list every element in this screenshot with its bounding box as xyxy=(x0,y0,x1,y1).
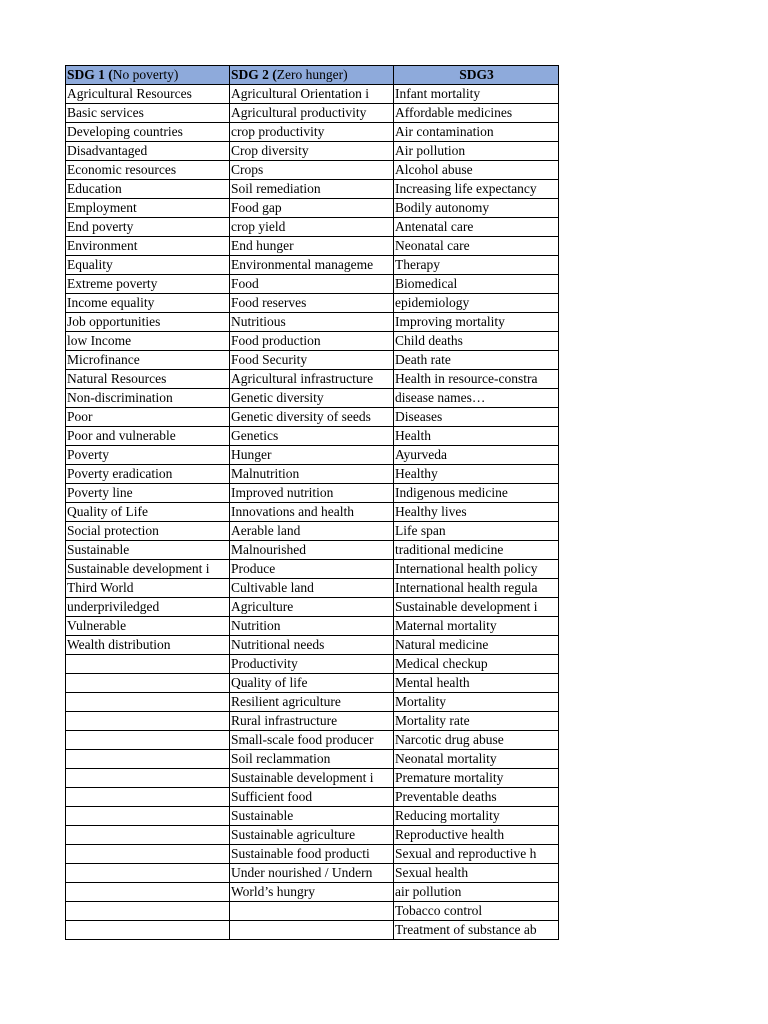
sdg1-cell: Wealth distribution xyxy=(66,636,230,655)
sdg3-cell: Biomedical xyxy=(394,275,559,294)
sdg3-cell: Tobacco control xyxy=(394,902,559,921)
table-row xyxy=(66,769,559,788)
sdg3-cell: Neonatal care xyxy=(394,237,559,256)
sdg2-cell: Improved nutrition xyxy=(230,484,394,503)
table-row xyxy=(66,123,559,142)
table-row xyxy=(66,712,559,731)
sdg3-cell: Alcohol abuse xyxy=(394,161,559,180)
sdg3-cell: Preventable deaths xyxy=(394,788,559,807)
table-row xyxy=(66,902,559,921)
sdg1-cell xyxy=(66,921,230,940)
table-row xyxy=(66,883,559,902)
sdg3-cell: Neonatal mortality xyxy=(394,750,559,769)
sdg2-cell: Small-scale food producer xyxy=(230,731,394,750)
sdg2-cell: Malnutrition xyxy=(230,465,394,484)
sdg2-cell: Malnourished xyxy=(230,541,394,560)
sdg2-cell: Sustainable development i xyxy=(230,769,394,788)
sdg1-cell: End poverty xyxy=(66,218,230,237)
sdg2-cell: Genetic diversity of seeds xyxy=(230,408,394,427)
sdg3-cell: Health xyxy=(394,427,559,446)
sdg1-cell: Quality of Life xyxy=(66,503,230,522)
sdg1-cell xyxy=(66,655,230,674)
table-row xyxy=(66,522,559,541)
sdg1-cell xyxy=(66,731,230,750)
sdg2-cell: Agricultural productivity xyxy=(230,104,394,123)
sdg2-cell: Nutritious xyxy=(230,313,394,332)
header-sdg3: SDG3 xyxy=(394,66,559,85)
table-row xyxy=(66,275,559,294)
sdg2-cell: Aerable land xyxy=(230,522,394,541)
sdg2-cell: Productivity xyxy=(230,655,394,674)
sdg1-cell xyxy=(66,788,230,807)
sdg3-cell: Reproductive health xyxy=(394,826,559,845)
sdg3-cell: Maternal mortality xyxy=(394,617,559,636)
table-row xyxy=(66,389,559,408)
table-row xyxy=(66,161,559,180)
sdg3-cell: Affordable medicines xyxy=(394,104,559,123)
sdg3-cell: International health regula xyxy=(394,579,559,598)
sdg2-cell: Sustainable agriculture xyxy=(230,826,394,845)
sdg1-cell: Vulnerable xyxy=(66,617,230,636)
table-row xyxy=(66,104,559,123)
sdg2-cell: Under nourished / Undern xyxy=(230,864,394,883)
sdg1-cell: Developing countries xyxy=(66,123,230,142)
sdg1-cell: Extreme poverty xyxy=(66,275,230,294)
sdg3-cell: Ayurveda xyxy=(394,446,559,465)
table-row xyxy=(66,541,559,560)
table-row xyxy=(66,237,559,256)
sdg3-cell: Sexual and reproductive h xyxy=(394,845,559,864)
table-row xyxy=(66,636,559,655)
table-row xyxy=(66,807,559,826)
sdg1-cell xyxy=(66,712,230,731)
sdg1-cell: Third World xyxy=(66,579,230,598)
sdg3-cell: air pollution xyxy=(394,883,559,902)
sdg2-cell: Resilient agriculture xyxy=(230,693,394,712)
sdg1-cell: Employment xyxy=(66,199,230,218)
sdg2-cell xyxy=(230,921,394,940)
sdg2-cell: Cultivable land xyxy=(230,579,394,598)
sdg3-cell: Mortality rate xyxy=(394,712,559,731)
table-row xyxy=(66,750,559,769)
sdg3-cell: Premature mortality xyxy=(394,769,559,788)
sdg3-cell: Infant mortality xyxy=(394,85,559,104)
header-sdg1: SDG 1 (No poverty) xyxy=(66,66,230,85)
sdg2-cell: Environmental manageme xyxy=(230,256,394,275)
sdg2-cell: Food xyxy=(230,275,394,294)
table-row xyxy=(66,788,559,807)
table-row xyxy=(66,864,559,883)
sdg1-cell: Poor and vulnerable xyxy=(66,427,230,446)
sdg3-cell: Treatment of substance ab xyxy=(394,921,559,940)
sdg3-cell: Medical checkup xyxy=(394,655,559,674)
sdg-keyword-table xyxy=(65,65,559,940)
sdg3-cell: Healthy xyxy=(394,465,559,484)
sdg2-cell: Food Security xyxy=(230,351,394,370)
sdg1-cell xyxy=(66,769,230,788)
table-row xyxy=(66,617,559,636)
table-row xyxy=(66,579,559,598)
sdg2-cell: crop yield xyxy=(230,218,394,237)
sdg1-cell xyxy=(66,902,230,921)
table-row xyxy=(66,446,559,465)
table-row xyxy=(66,598,559,617)
sdg2-cell: Genetics xyxy=(230,427,394,446)
sdg2-cell: Food reserves xyxy=(230,294,394,313)
sdg2-cell: Food production xyxy=(230,332,394,351)
sdg2-cell: crop productivity xyxy=(230,123,394,142)
sdg3-cell: Diseases xyxy=(394,408,559,427)
sdg3-cell: Mortality xyxy=(394,693,559,712)
sdg1-cell: Non-discrimination xyxy=(66,389,230,408)
sdg3-cell: Narcotic drug abuse xyxy=(394,731,559,750)
table-row xyxy=(66,674,559,693)
table-row xyxy=(66,294,559,313)
sdg1-cell: Equality xyxy=(66,256,230,275)
sdg3-cell: disease names… xyxy=(394,389,559,408)
table-row xyxy=(66,142,559,161)
table-row xyxy=(66,921,559,940)
sdg3-cell: Increasing life expectancy xyxy=(394,180,559,199)
sdg2-cell: Innovations and health xyxy=(230,503,394,522)
sdg1-cell: Natural Resources xyxy=(66,370,230,389)
sdg1-cell: Income equality xyxy=(66,294,230,313)
sdg2-cell: Hunger xyxy=(230,446,394,465)
sdg3-cell: Healthy lives xyxy=(394,503,559,522)
sdg1-cell: Environment xyxy=(66,237,230,256)
sdg3-cell: Mental health xyxy=(394,674,559,693)
sdg2-cell: Agriculture xyxy=(230,598,394,617)
sdg2-cell: Sustainable xyxy=(230,807,394,826)
sdg2-cell: Genetic diversity xyxy=(230,389,394,408)
sdg1-cell: Agricultural Resources xyxy=(66,85,230,104)
sdg3-cell: Reducing mortality xyxy=(394,807,559,826)
table-row xyxy=(66,180,559,199)
sdg2-cell: Nutrition xyxy=(230,617,394,636)
sdg1-cell: Poverty xyxy=(66,446,230,465)
sdg1-cell xyxy=(66,693,230,712)
sdg1-cell: Economic resources xyxy=(66,161,230,180)
sdg1-cell xyxy=(66,845,230,864)
sdg2-cell: Soil remediation xyxy=(230,180,394,199)
table-row xyxy=(66,85,559,104)
sdg3-cell: Therapy xyxy=(394,256,559,275)
sdg3-cell: Improving mortality xyxy=(394,313,559,332)
table-row xyxy=(66,503,559,522)
sdg1-cell: Social protection xyxy=(66,522,230,541)
sdg2-cell: Produce xyxy=(230,560,394,579)
sdg3-cell: Sexual health xyxy=(394,864,559,883)
sdg2-cell xyxy=(230,902,394,921)
sdg2-cell: Crop diversity xyxy=(230,142,394,161)
sdg1-cell: Microfinance xyxy=(66,351,230,370)
sdg1-cell xyxy=(66,883,230,902)
sdg3-cell: Death rate xyxy=(394,351,559,370)
table-row xyxy=(66,465,559,484)
sdg1-cell: underpriviledged xyxy=(66,598,230,617)
sdg3-cell: traditional medicine xyxy=(394,541,559,560)
table-row xyxy=(66,256,559,275)
table-row xyxy=(66,655,559,674)
table-row xyxy=(66,427,559,446)
table-body xyxy=(66,66,559,940)
sdg1-cell: Poor xyxy=(66,408,230,427)
sdg2-cell: Quality of life xyxy=(230,674,394,693)
sdg3-cell: Child deaths xyxy=(394,332,559,351)
table-row xyxy=(66,218,559,237)
sdg1-cell xyxy=(66,807,230,826)
sdg3-cell: Air pollution xyxy=(394,142,559,161)
table-row xyxy=(66,199,559,218)
sdg3-cell: Antenatal care xyxy=(394,218,559,237)
sdg3-cell: Natural medicine xyxy=(394,636,559,655)
sdg1-cell: Education xyxy=(66,180,230,199)
table-row xyxy=(66,408,559,427)
sdg2-cell: End hunger xyxy=(230,237,394,256)
sdg2-cell: Rural infrastructure xyxy=(230,712,394,731)
sdg3-cell: Health in resource-constra xyxy=(394,370,559,389)
sdg3-cell: Indigenous medicine xyxy=(394,484,559,503)
sdg2-cell: Sustainable food producti xyxy=(230,845,394,864)
sdg1-cell: low Income xyxy=(66,332,230,351)
sdg2-cell: Agricultural infrastructure xyxy=(230,370,394,389)
sdg2-cell: Crops xyxy=(230,161,394,180)
sdg1-cell: Disadvantaged xyxy=(66,142,230,161)
sdg2-cell: Nutritional needs xyxy=(230,636,394,655)
sdg3-cell: International health policy xyxy=(394,560,559,579)
table-row xyxy=(66,826,559,845)
sdg1-cell: Sustainable xyxy=(66,541,230,560)
sdg1-cell: Poverty eradication xyxy=(66,465,230,484)
table-row xyxy=(66,313,559,332)
header-row xyxy=(66,66,559,85)
sdg2-cell: Soil reclammation xyxy=(230,750,394,769)
table-row xyxy=(66,560,559,579)
sdg1-cell: Sustainable development i xyxy=(66,560,230,579)
sdg1-cell: Poverty line xyxy=(66,484,230,503)
sdg2-cell: Agricultural Orientation i xyxy=(230,85,394,104)
sdg1-cell xyxy=(66,750,230,769)
sdg3-cell: Life span xyxy=(394,522,559,541)
sdg3-cell: Sustainable development i xyxy=(394,598,559,617)
table-row xyxy=(66,484,559,503)
sdg3-cell: Bodily autonomy xyxy=(394,199,559,218)
sdg1-cell: Job opportunities xyxy=(66,313,230,332)
sdg1-cell: Basic services xyxy=(66,104,230,123)
table-row xyxy=(66,693,559,712)
sdg2-cell: Sufficient food xyxy=(230,788,394,807)
header-sdg2: SDG 2 (Zero hunger) xyxy=(230,66,394,85)
table-row xyxy=(66,351,559,370)
sdg1-cell xyxy=(66,826,230,845)
table-row xyxy=(66,332,559,351)
sdg3-cell: Air contamination xyxy=(394,123,559,142)
sdg2-cell: Food gap xyxy=(230,199,394,218)
sdg1-cell xyxy=(66,864,230,883)
sdg3-cell: epidemiology xyxy=(394,294,559,313)
table-row xyxy=(66,845,559,864)
sdg1-cell xyxy=(66,674,230,693)
sdg2-cell: World’s hungry xyxy=(230,883,394,902)
table-row xyxy=(66,731,559,750)
table-row xyxy=(66,370,559,389)
